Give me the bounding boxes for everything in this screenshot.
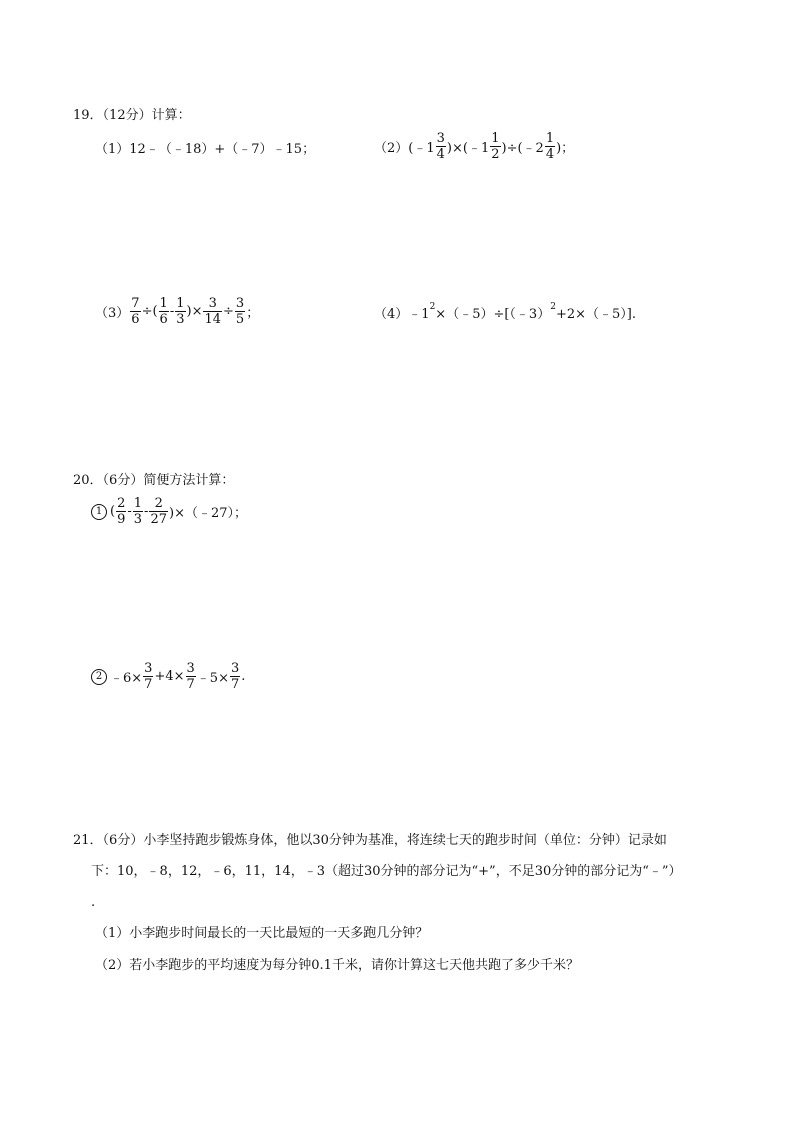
q20-part2-a: ﹣6× <box>110 671 143 686</box>
denominator: 3 <box>133 512 143 527</box>
q20-part2-b: +4× <box>154 669 185 684</box>
denominator: 9 <box>117 512 126 527</box>
circled-number-1: 1 <box>91 504 107 520</box>
numerator: 1 <box>159 296 168 311</box>
q20-part1 <box>91 497 247 526</box>
numerator: 2 <box>117 496 126 511</box>
q20-part2-end: . <box>241 669 246 684</box>
denominator: 2 <box>491 147 500 162</box>
q19-part4-label: （4） <box>374 307 409 322</box>
q20-part2 <box>91 662 245 691</box>
q19-part2-open1: (﹣1 <box>408 141 435 156</box>
q19-part2-fraction1 <box>436 132 446 161</box>
numerator: 3 <box>235 296 245 311</box>
q19-part4-exponent1: 2 <box>429 301 436 312</box>
q19-part3-fraction4 <box>203 297 222 326</box>
q21-subquestion2: （2）若小李跑步的平均速度为每分钟0.1千米，请你计算这七天他共跑了多少千米？ <box>95 958 579 973</box>
denominator: 3 <box>176 312 185 327</box>
q19-part1-expr: 12﹣（﹣18）+（﹣7）﹣15； <box>129 142 316 157</box>
q19-part3-fraction2 <box>159 297 169 326</box>
q19-part2 <box>374 132 574 161</box>
denominator: 7 <box>186 677 195 692</box>
q20-header: 20．（6分）简便方法计算： <box>73 473 235 488</box>
q20-part1-fraction2 <box>133 497 143 526</box>
q19-part4 <box>374 303 636 322</box>
q19-part3-fraction1 <box>130 297 140 326</box>
q20-part1-end: )×（﹣27）； <box>169 506 248 521</box>
numerator: 3 <box>230 661 240 676</box>
q21-line2: 下：10，﹣8，12，﹣6，11，14，﹣3（超过30分钟的部分记为“+”，不足30分钟的部分记为“﹣”） <box>91 864 682 879</box>
q19-part4-b: ×（﹣5）÷[（﹣3） <box>435 307 551 322</box>
q19-part4-a: ﹣1 <box>408 307 430 322</box>
q19-part4-c: +2×（﹣5）]. <box>555 307 636 322</box>
q19-part2-mid1: )×(﹣1 <box>446 141 490 156</box>
denominator: 6 <box>159 312 168 327</box>
q20-part2-fraction2 <box>186 662 196 691</box>
denominator: 5 <box>235 312 245 327</box>
q19-part2-end: )； <box>556 141 575 156</box>
q19-part3-op4: ÷ <box>223 304 234 319</box>
q19-part3-fraction5 <box>235 297 245 326</box>
q19-part1-label: （1） <box>95 142 130 157</box>
q19-part3-fraction3 <box>175 297 185 326</box>
q19-part3-end: ； <box>246 306 260 321</box>
q19-part3-op2: - <box>169 304 175 319</box>
numerator: 1 <box>545 131 555 146</box>
q19-header: 19．（12分）计算： <box>73 108 191 123</box>
numerator: 3 <box>144 661 153 676</box>
q20-part1-open: ( <box>110 504 116 519</box>
numerator: 1 <box>133 496 143 511</box>
denominator: 6 <box>131 312 140 327</box>
q20-part2-fraction1 <box>143 662 153 691</box>
denominator: 4 <box>545 147 555 162</box>
q20-part1-fraction3 <box>149 497 168 526</box>
q19-part3-op1: ÷( <box>141 304 158 319</box>
q19-part2-mid2: )÷(﹣2 <box>501 141 544 156</box>
q19-part3-op3: )× <box>186 304 203 319</box>
q19-part2-fraction2 <box>490 132 500 161</box>
q21-subquestion1: （1）小李跑步时间最长的一天比最短的一天多跑几分钟？ <box>95 926 429 941</box>
q20-part2-c: ﹣5× <box>196 671 229 686</box>
q19-part3 <box>95 297 259 326</box>
q20-part1-op2: - <box>144 504 149 519</box>
numerator: 2 <box>154 496 163 511</box>
q19-part1 <box>95 138 315 157</box>
denominator: 7 <box>144 677 153 692</box>
denominator: 14 <box>204 312 222 327</box>
numerator: 3 <box>208 296 217 311</box>
numerator: 7 <box>131 296 140 311</box>
q20-part1-op1: - <box>127 504 132 519</box>
q20-part2-fraction3 <box>230 662 240 691</box>
q19-part2-fraction3 <box>545 132 555 161</box>
numerator: 1 <box>491 131 500 146</box>
q19-part2-label: （2） <box>374 141 409 156</box>
numerator: 1 <box>176 296 185 311</box>
q21-line3: . <box>91 895 96 910</box>
q19-part4-exponent2: 2 <box>550 301 556 312</box>
numerator: 3 <box>186 661 195 676</box>
q19-part3-label: （3） <box>95 306 130 321</box>
denominator: 27 <box>150 512 167 527</box>
circled-number-2: 2 <box>91 669 107 685</box>
denominator: 4 <box>436 147 445 162</box>
q20-part1-fraction1 <box>116 497 126 526</box>
numerator: 3 <box>436 131 445 146</box>
denominator: 7 <box>230 677 240 692</box>
q21-line1: 21．（6分）小李坚持跑步锻炼身体，他以30分钟为基准，将连续七天的跑步时间（单位：分钟）记录如 <box>73 833 667 848</box>
